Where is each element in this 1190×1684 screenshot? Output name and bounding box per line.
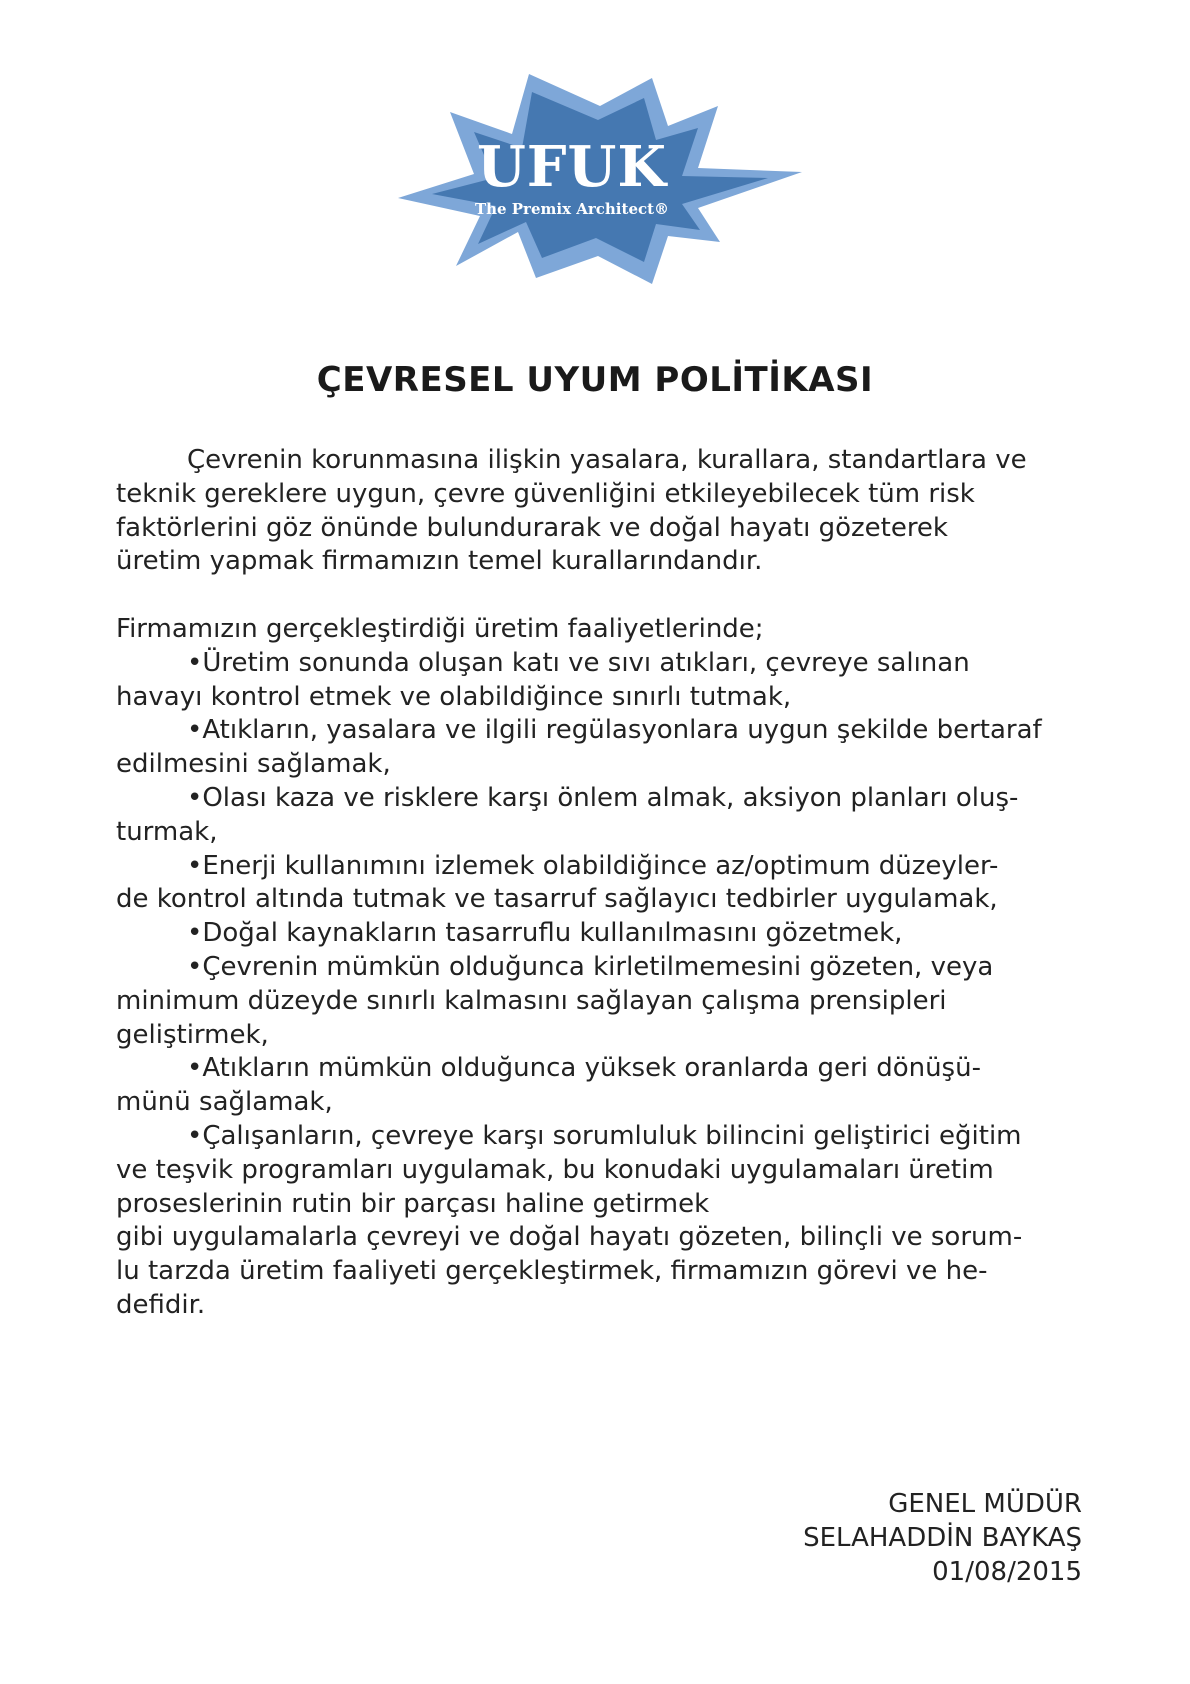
- bullet-line: ve teşvik programları uygulamak, bu konudaki uygulamaları üretim: [116, 1154, 994, 1185]
- paragraph-line: teknik gereklere uygun, çevre güvenliğini etkileyebilecek tüm risk: [116, 478, 975, 509]
- bullet-line: edilmesini sağlamak,: [116, 749, 391, 780]
- bullet-line: proseslerinin rutin bir parçası haline getirmek: [116, 1188, 710, 1219]
- closing-line: defidir.: [116, 1289, 206, 1320]
- bullet-line: havayı kontrol etmek ve olabildiğince sınırlı tutmak,: [116, 681, 792, 712]
- paragraph-gap: [116, 579, 1082, 613]
- closing-line: gibi uygulamalarla çevreyi ve doğal hayatı gözeten, bilinçli ve sorum-: [116, 1222, 1023, 1253]
- bullet-line: geliştirmek,: [116, 1019, 269, 1050]
- logo-brand-text: UFUK: [476, 134, 668, 200]
- signature-date: 01/08/2015: [932, 1556, 1082, 1587]
- bullet-line: •Doğal kaynakların tasarruflu kullanılmasını gözetmek,: [187, 918, 903, 949]
- signatory-name: SELAHADDİN BAYKAŞ: [803, 1522, 1082, 1553]
- bullet-line: münü sağlamak,: [116, 1087, 333, 1118]
- bullet-line: •Çalışanların, çevreye karşı sorumluluk bilincini geliştirici eğitim: [187, 1120, 1022, 1151]
- bullet-line: de kontrol altında tutmak ve tasarruf sağlayıcı tedbirler uygulamak,: [116, 884, 998, 915]
- company-logo: [398, 66, 804, 292]
- bullet-line: •Üretim sonunda oluşan katı ve sıvı atıkları, çevreye salınan: [187, 647, 970, 678]
- closing-line: lu tarzda üretim faaliyeti gerçekleştirmek, firmamızın görevi ve he-: [116, 1256, 988, 1287]
- bullet-line: •Olası kaza ve risklere karşı önlem almak, aksiyon planları oluş-: [187, 782, 1019, 813]
- bullet-line: •Çevrenin mümkün olduğunca kirletilmemesini gözeten, veya: [187, 951, 994, 982]
- intro-line: Firmamızın gerçekleştirdiği üretim faaliyetlerinde;: [116, 613, 764, 644]
- logo-tagline-text: The Premix Architect®: [474, 200, 670, 218]
- paragraph-line: üretim yapmak firmamızın temel kurallarındandır.: [116, 546, 763, 577]
- paragraph-line: faktörlerini göz önünde bulundurarak ve doğal hayatı gözeterek: [116, 512, 948, 543]
- page-title: ÇEVRESEL UYUM POLİTİKASI: [316, 360, 874, 400]
- bullet-line: •Atıkların, yasalara ve ilgili regülasyonlara uygun şekilde bertaraf: [187, 715, 1042, 746]
- policy-body: [116, 444, 1082, 1323]
- bullet-line: turmak,: [116, 816, 218, 847]
- paragraph-line: Çevrenin korunmasına ilişkin yasalara, kurallara, standartlara ve: [187, 445, 1027, 475]
- bullet-line: •Enerji kullanımını izlemek olabildiğince az/optimum düzeyler-: [187, 850, 999, 881]
- signature-block: [803, 1488, 1082, 1589]
- signatory-role: GENEL MÜDÜR: [888, 1489, 1082, 1519]
- bullet-line: minimum düzeyde sınırlı kalmasını sağlayan çalışma prensipleri: [116, 985, 947, 1016]
- bullet-line: •Atıkların mümkün olduğunca yüksek oranlarda geri dönüşü-: [187, 1053, 981, 1084]
